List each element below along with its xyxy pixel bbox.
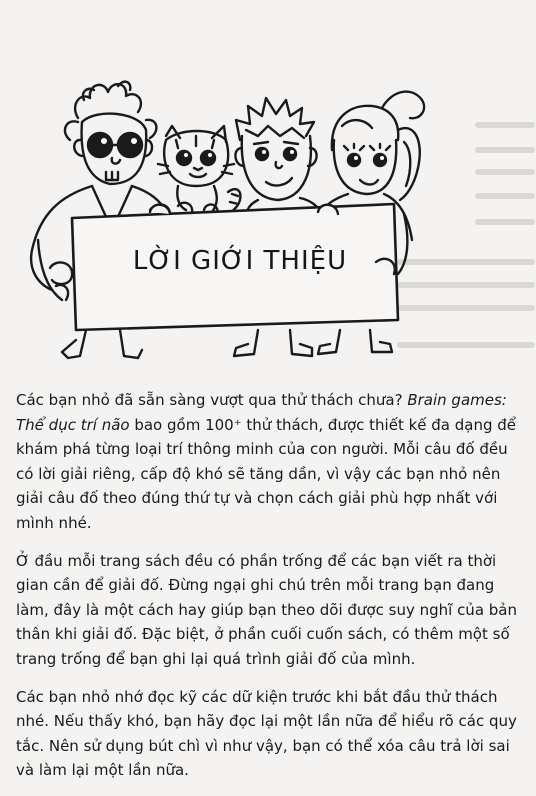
intro-paragraph-1-end: bao gồm 100⁺ thử thách, được thiết kế đa dạng để khám phá từng loại trí thông minh của con người. Mỗi câu đố đều có lời giải riêng, cấp độ khó sẽ tăng dần, vì vậy các bạn nhỏ nên giải câu đố theo đúng thứ tự và chọn cách giải phù hợp nhất với mình nhé. [16,415,517,532]
intro-paragraph-1-start: Các bạn nhỏ đã sẵn sàng vượt qua thử thách chưa? [16,391,408,409]
characters-holding-banner-illustration [0,0,536,380]
banner-title: LỜI GIỚI THIỆU [132,246,348,276]
cat-character [158,126,240,214]
book-title: Brain games: Thể dục trí não [16,391,507,434]
intro-paragraph-1 [16,388,522,536]
intro-paragraph-2: Ở đầu mỗi trang sách đều có phần trống để các bạn viết ra thời gian cần để giải đố. Đừng ngại ghi chú trên mỗi trang bạn đang làm, đây là một cách hay giúp bạn theo dõi được suy nghĩ của bản thân khi giải đố. Đặc biệt, ở phần cuối cuốn sách, có thêm một số trang trống để bạn ghi lại quá trình giải đố của mình. [16,551,517,668]
intro-text [16,388,522,796]
intro-paragraph-3: Các bạn nhỏ nhớ đọc kỹ các dữ kiện trước khi bắt đầu thử thách nhé. Nếu thấy khó, bạn hãy đọc lại một lần nữa để hiểu rõ các quy tắc. Nên sử dụng bút chì vì như vậy, bạn có thể xóa câu trả lời sai và làm lại một lần nữa. [16,687,517,780]
